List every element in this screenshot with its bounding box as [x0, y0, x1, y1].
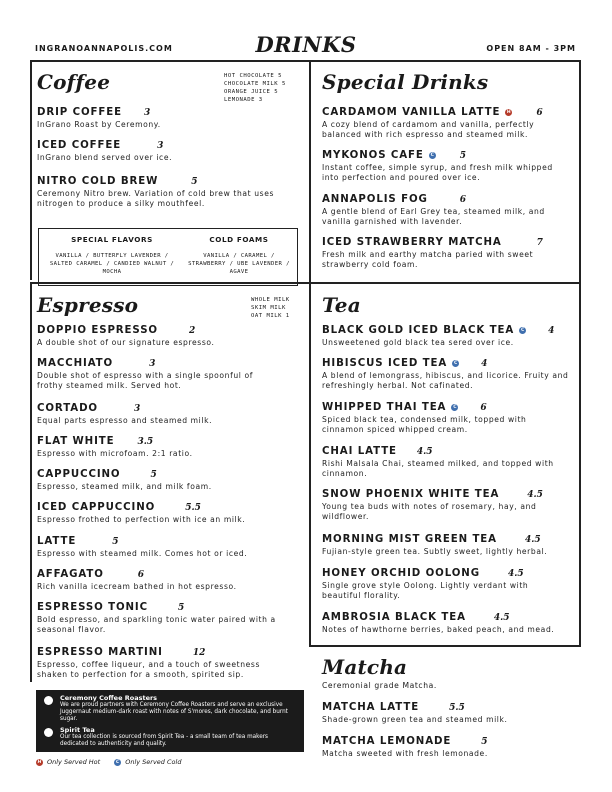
menu-item: CHAI LATTE 4.5 Rishi Malsala Chai, steamed milked, and topped with cinnamon.	[322, 446, 554, 478]
menu-item: SNOW PHOENIX WHITE TEA 4.5 Young tea buds with notes of rosemary, hay, and wildflower.	[322, 489, 543, 521]
roasters-text: We are proud partners with Ceremony Coffee Roasters and serve an exclusive Juggernaut medium-dark roast with notes of S'mores, dark chocolate, and burnt sugar.	[60, 702, 288, 722]
cold-foams-list: VANILLA / CARAMEL / STRAWBERRY / UBE LAVENDER / AGAVE	[188, 253, 290, 275]
frame-top	[30, 60, 580, 62]
menu-item: FLAT WHITE 3.5 Espresso with microfoam. 2:1 ratio.	[37, 436, 193, 458]
coffee-extras: HOT CHOCOLATE 5 CHOCOLATE MILK 5 ORANGE JUICE 5 LEMONADE 3	[224, 73, 286, 103]
legend-hot-label: Only Served Hot	[47, 758, 101, 766]
menu-item: HONEY ORCHID OOLONG 4.5 Single grove style Oolong. Lightly verdant with beautiful florality.	[322, 568, 529, 600]
menu-item: ESPRESSO MARTINI 12 Espresso, coffee liqueur, and a touch of sweetness shaken to perfection for a smooth, spirited sip.	[37, 647, 261, 679]
center-divider	[309, 60, 311, 645]
special-flavors-heading: SPECIAL FLAVORS	[71, 235, 153, 244]
milk-options: WHOLE MILK SKIM MILK OAT MILK 1	[251, 297, 290, 319]
coffee-heading: Coffee	[37, 70, 111, 94]
menu-item: MYKONOS CAFE C 5 Instant coffee, simple syrup, and fresh milk whipped into perfection and poured over ice.	[322, 150, 553, 182]
cold-badge-icon: C	[430, 153, 434, 158]
menu-item: DOPPIO ESPRESSO 2 A double shot of our signature espresso.	[37, 325, 215, 347]
hot-badge-icon: H	[506, 110, 511, 115]
cold-badge-icon: C	[116, 759, 120, 765]
spirit-tea-title: Spirit Tea	[60, 726, 95, 734]
menu-item: AMBROSIA BLACK TEA 4.5 Notes of hawthorne berries, baked peach, and mead.	[322, 612, 555, 634]
frame-right	[579, 60, 581, 645]
espresso-heading: Espresso	[37, 293, 139, 317]
menu-item: MORNING MIST GREEN TEA 4.5 Fujian-style green tea. Subtly sweet, lightly herbal.	[322, 534, 548, 556]
matcha-heading: Matcha	[322, 655, 408, 679]
partners-box	[36, 690, 304, 752]
menu-item: DRIP COFFEE 3 InGrano Roast by Ceremony.	[37, 107, 161, 129]
espresso-left-border	[30, 282, 32, 682]
legend-cold-label: Only Served Cold	[125, 758, 182, 766]
menu-item: BLACK GOLD ICED BLACK TEA C 4 Unsweetened gold black tea sered over ice.	[322, 325, 555, 347]
menu-item: ESPRESSO TONIC 5 Bold espresso, and sparkling tonic water paired with a seasonal flavor.	[37, 602, 276, 634]
frame-left	[30, 60, 32, 280]
cold-badge-icon: C	[453, 405, 457, 410]
opening-hours: OPEN 8AM - 3PM	[486, 44, 576, 53]
menu-item: ANNAPOLIS FOG 6 A gentle blend of Earl Grey tea, steamed milk, and vanilla garnished with lavender.	[322, 194, 545, 226]
site-url: INGRANOANNAPOLIS.COM	[35, 44, 173, 53]
menu-item: CAPPUCCINO 5 Espresso, steamed milk, and milk foam.	[37, 469, 212, 491]
cold-badge-icon: C	[521, 328, 525, 333]
matcha-divider	[309, 645, 581, 647]
tea-leaf-icon	[44, 728, 53, 737]
page-title: DRINKS	[255, 32, 357, 57]
menu-item: ICED CAPPUCCINO 5.5 Espresso frothed to perfection with ice an milk.	[37, 502, 246, 524]
menu-item: AFFAGATO 6 Rich vanilla icecream bathed in hot espresso.	[37, 569, 237, 591]
menu-item: WHIPPED THAI TEA C 6 Spiced black tea, condensed milk, topped with cinnamon spiced whipped cream.	[322, 402, 527, 434]
legend	[36, 758, 181, 766]
special-drinks-heading: Special Drinks	[322, 70, 489, 94]
menu-item: MACCHIATO 3 Double shot of espresso with a single spoonful of frothy steamed milk. Served hot.	[37, 358, 254, 390]
menu-item: LATTE 5 Espresso with steamed milk. Comes hot or iced.	[37, 536, 248, 558]
hot-badge-icon: H	[37, 759, 42, 765]
menu-item: MATCHA LEMONADE 5 Matcha sweeted with fresh lemonade.	[322, 736, 488, 758]
cold-badge-icon: C	[454, 361, 458, 366]
menu-item: ICED STRAWBERRY MATCHA 7 Fresh milk and earthy matcha paried with sweet strawberry cold foam.	[322, 237, 543, 269]
menu-item: HIBISCUS ICED TEA C 4 A blend of lemongrass, hibiscus, and licorice. Fruity and refreshingly herbal. Not cafinated.	[322, 358, 569, 390]
roasters-title: Ceremony Coffee Roasters	[60, 694, 158, 702]
menu-item: CARDAMOM VANILLA LATTE H 6 A cozy blend of cardamom and vanilla, perfectly balanced with rich espresso and steamed milk.	[322, 107, 543, 139]
cold-foams-heading: COLD FOAMS	[209, 235, 269, 244]
coffee-bean-icon	[44, 696, 53, 705]
mid-divider-right	[309, 282, 581, 284]
menu-item: NITRO COLD BREW 5 Ceremony Nitro brew. Variation of cold brew that uses nitrogen to produce a silky mouthfeel.	[37, 176, 275, 208]
special-flavors-list: VANILLA / BUTTERFLY LAVENDER / SALTED CARAMEL / CANDIED WALNUT / MOCHA	[49, 253, 175, 275]
matcha-subtitle: Ceremonial grade Matcha.	[322, 681, 437, 690]
flavors-box	[38, 228, 298, 286]
tea-heading: Tea	[322, 293, 361, 317]
spirit-tea-text: Our tea collection is sourced from Spirit Tea - a small team of tea makers dedicated to authenticity and quality.	[60, 734, 269, 747]
menu-item: CORTADO 3 Equal parts espresso and steamed milk.	[37, 403, 213, 425]
menu-item: ICED COFFEE 3 InGrano blend served over ice.	[37, 140, 173, 162]
menu-item: MATCHA LATTE 5.5 Shade-grown green tea and steamed milk.	[322, 702, 508, 724]
